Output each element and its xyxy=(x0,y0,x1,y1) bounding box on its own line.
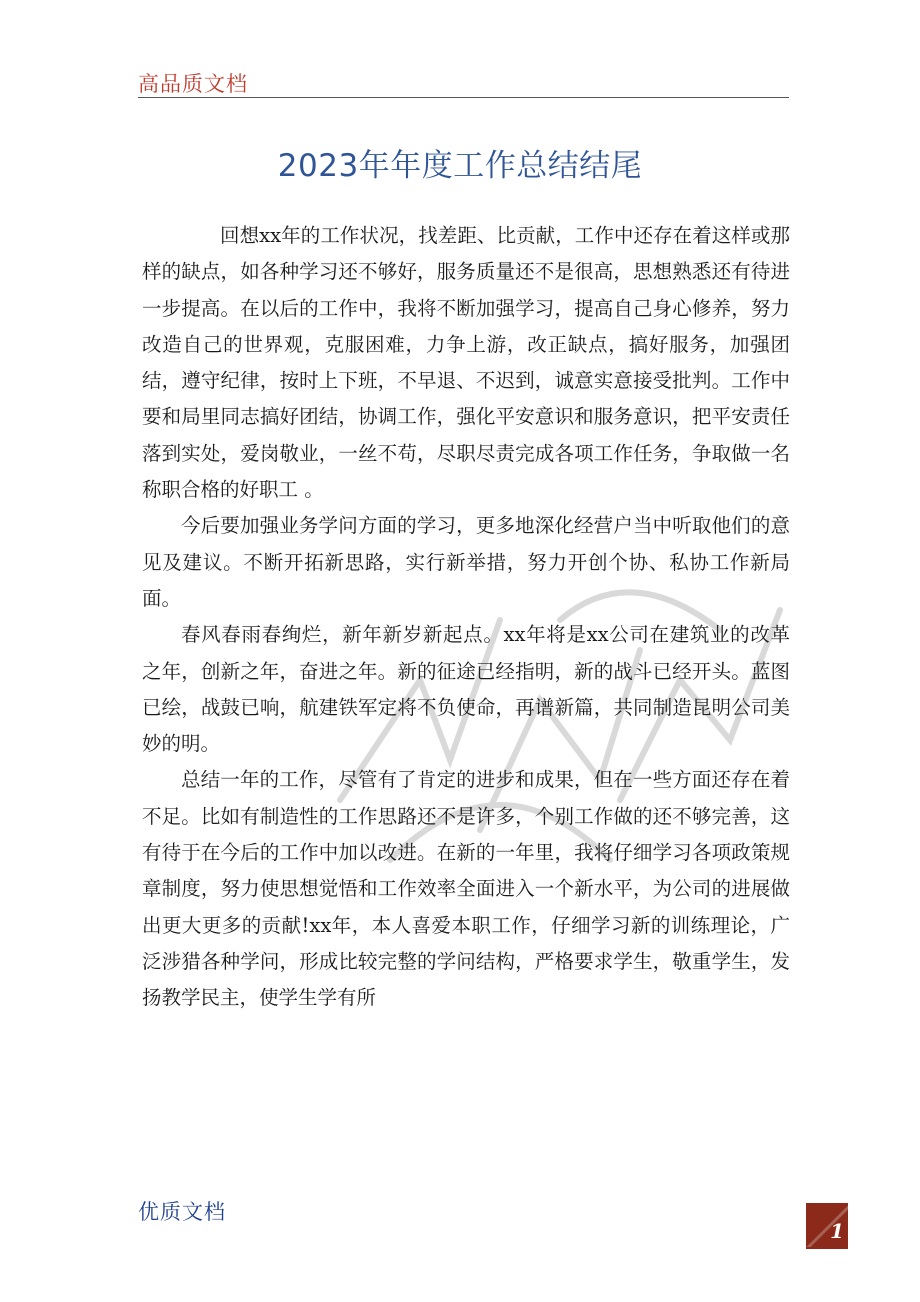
header-divider xyxy=(138,97,789,98)
document-title: 2023年年度工作总结结尾 xyxy=(277,148,643,184)
paragraph-3: 春风春雨春绚烂，新年新岁新起点。xx年将是xx公司在建筑业的改革之年，创新之年，奋进之年。新的征途已经指明，新的战斗已经开头。蓝图已绘，战鼓已响，航建铁军定将不负使命，再谱新篇，共同制造昆明公司美妙的明。 xyxy=(142,623,790,756)
page-number: 1 xyxy=(830,1219,844,1243)
footer-label: 优质文档 xyxy=(138,1200,226,1224)
page-number-badge xyxy=(806,1203,848,1247)
header-label: 高品质文档 xyxy=(138,72,248,96)
paragraph-2: 今后要加强业务学问方面的学习，更多地深化经营户当中听取他们的意见及建议。不断开拓新思路，实行新举措，努力开创个协、私协工作新局面。 xyxy=(142,514,790,610)
page-badge-underline xyxy=(806,1247,848,1249)
document-body xyxy=(142,218,790,1017)
paragraph-1: 回想xx年的工作状况，找差距、比贡献，工作中还存在着这样或那样的缺点，如各种学习还不够好，服务质量还不是很高，思想熟悉还有待进一步提高。在以后的工作中，我将不断加强学习，提高自己身心修养，努力改造自己的世界观，克服困难，力争上游，改正缺点，搞好服务，加强团结，遵守纪律，按时上下班，不早退、不迟到，诚意实意接受批判。工作中要和局里同志搞好团结，协调工作，强化平安意识和服务意识，把平安责任落到实处，爱岗敬业，一丝不苟，尽职尽责完成各项工作任务，争取做一名称职合格的好职工 。 xyxy=(142,224,790,502)
paragraph-4: 总结一年的工作，尽管有了肯定的进步和成果，但在一些方面还存在着不足。比如有制造性的工作思路还不是许多，个别工作做的还不够完善，这有待于在今后的工作中加以改进。在新的一年里，我将仔细学习各项政策规章制度，努力使思想觉悟和工作效率全面进入一个新水平，为公司的进展做出更大更多的贡献!xx年，本人喜爱本职工作，仔细学习新的训练理论，广泛涉猎各种学问，形成比较完整的学问结构，严格要求学生，敬重学生，发扬教学民主，使学生学有所 xyxy=(142,768,790,1010)
